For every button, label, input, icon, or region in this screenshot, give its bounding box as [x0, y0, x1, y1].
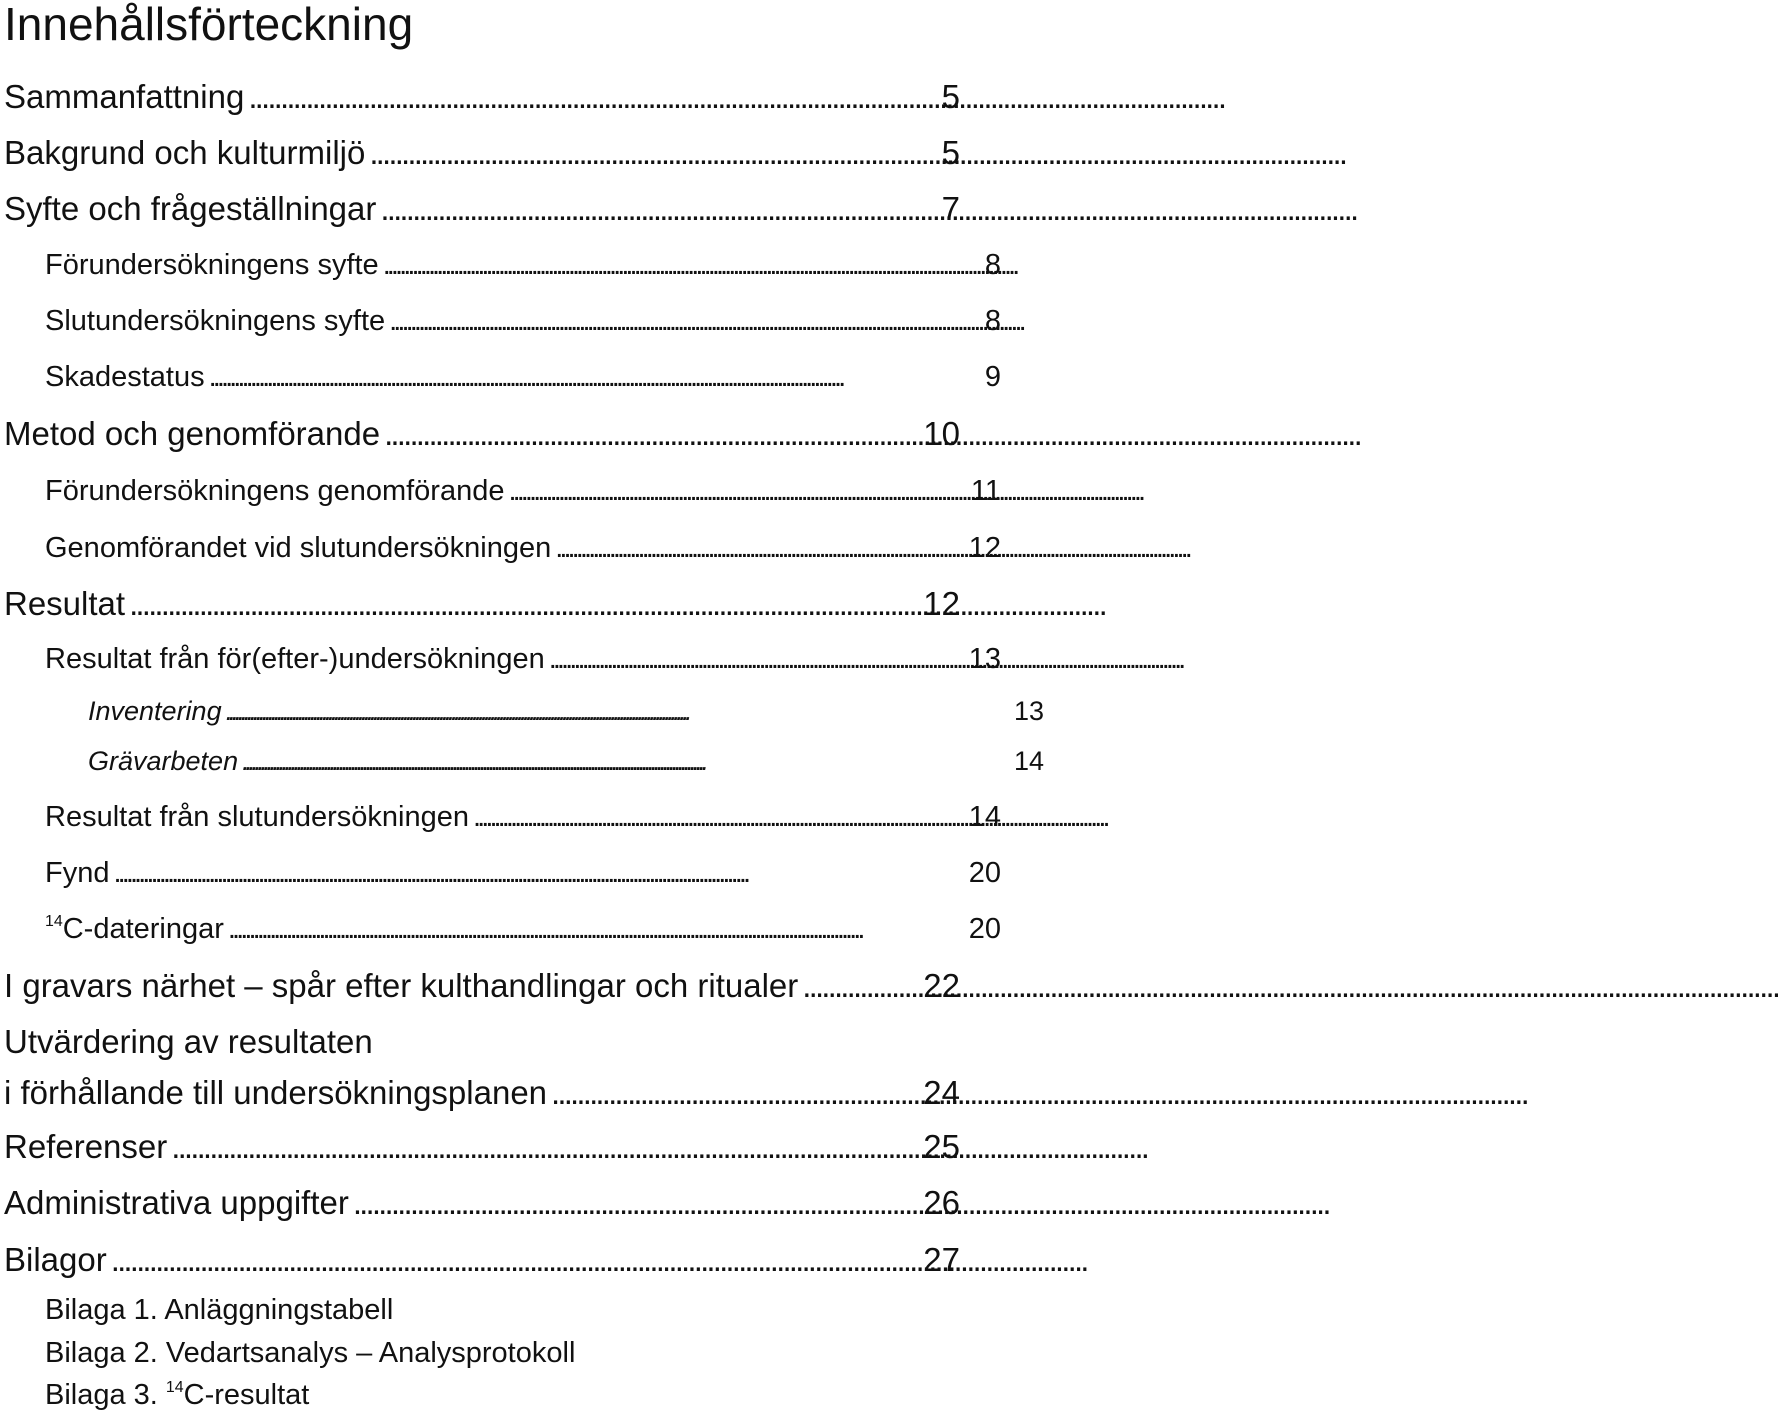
toc-entry-label: Genomförandet vid slutundersökningen [45, 532, 552, 564]
superscript-14: 14 [165, 1379, 184, 1397]
toc-entry-page: 5 [941, 78, 960, 115]
dot-leader [551, 1074, 919, 1112]
toc-entry-genomforandet-slut[interactable] [0, 532, 1005, 565]
toc-entry-syfte[interactable] [0, 190, 964, 228]
toc-entry-label: Förundersökningens syfte [45, 249, 379, 281]
toc-entry-page: 13 [1013, 696, 1044, 726]
dot-leader [111, 1241, 920, 1279]
toc-entry-page: 14 [1013, 746, 1044, 776]
toc-entry-page: 11 [970, 475, 1001, 507]
page-title: Innehållsförteckning [4, 0, 414, 50]
toc-entry-inventering[interactable] [0, 696, 1048, 727]
toc-entry-page: 27 [923, 1241, 960, 1278]
appendix-item-2 [0, 1337, 575, 1370]
toc-entry-resultat-slut[interactable] [0, 801, 1005, 834]
toc-entry-label: Fynd [45, 857, 110, 889]
toc-entry-resultat[interactable] [0, 585, 964, 623]
dot-leader [209, 361, 981, 394]
toc-entry-label: Bakgrund och kulturmiljö [4, 134, 366, 171]
toc-entry-label: Grävarbeten [88, 746, 239, 776]
dot-leader [226, 696, 1010, 727]
toc-entry-label: Syfte och frågeställningar [4, 190, 377, 227]
toc-entry-page: 24 [923, 1074, 960, 1111]
toc-entry-label: Slutundersökningens syfte [45, 305, 386, 337]
toc-entry-label: Resultat från för(efter-)undersökningen [45, 643, 545, 675]
toc-entry-slutundersokningens-syfte[interactable] [0, 305, 1005, 338]
toc-entry-sammanfattning[interactable] [0, 78, 964, 116]
superscript-14: 14 [45, 913, 63, 931]
dot-leader [248, 78, 937, 116]
toc-entry-page: 8 [984, 305, 1001, 337]
toc-entry-i-forhallande[interactable] [0, 1074, 964, 1112]
dot-leader [242, 746, 1010, 777]
dot-leader [384, 415, 919, 453]
toc-entry-utvardering[interactable] [0, 1023, 373, 1061]
toc-entry-forundersokningens-genomforande[interactable] [0, 475, 1005, 508]
toc-entry-label: Metod och genomförande [4, 415, 381, 452]
toc-entry-bakgrund[interactable] [0, 134, 964, 172]
toc-entry-label: $^{14}$C-dateringar [45, 913, 224, 945]
dot-leader [383, 249, 981, 282]
dot-leader [380, 190, 937, 228]
toc-entry-c-dateringar[interactable] [0, 913, 1005, 946]
toc-entry-referenser[interactable] [0, 1128, 964, 1166]
appendix-label: Bilaga 1. Anläggningstabell [45, 1294, 394, 1326]
toc-entry-label: Bilagor [4, 1241, 107, 1278]
toc-entry-label: I gravars närhet – spår efter kulthandlingar och ritualer [4, 967, 799, 1004]
toc-entry-label: Administrativa uppgifter [4, 1184, 349, 1221]
dot-leader [113, 857, 964, 890]
toc-entry-label: Resultat [4, 585, 126, 622]
toc-entry-label: Förundersökningens genomförande [45, 475, 505, 507]
appendix-label: Bilaga 2. Vedartsanalys – Analysprotokoll [45, 1337, 576, 1369]
dot-leader [473, 801, 965, 834]
dot-leader [802, 967, 919, 1005]
toc-entry-page: 12 [968, 532, 1001, 564]
toc-entry-fynd[interactable] [0, 857, 1005, 890]
toc-entry-page: 9 [984, 361, 1001, 393]
toc-entry-label: Inventering [88, 696, 222, 726]
appendix-item-1 [0, 1294, 393, 1327]
dot-leader [171, 1128, 919, 1166]
toc-entry-metod[interactable] [0, 415, 964, 453]
toc-entry-forundersokningens-syfte[interactable] [0, 249, 1005, 282]
toc-entry-page: 26 [923, 1184, 960, 1221]
toc-entry-bilagor[interactable] [0, 1241, 964, 1279]
toc-entry-label: Referenser [4, 1128, 168, 1165]
toc-entry-page: 20 [968, 913, 1001, 945]
toc-entry-label: i förhållande till undersökningsplanen [4, 1074, 548, 1111]
appendix-item-3 [0, 1379, 309, 1412]
toc-entry-label: Utvärdering av resultaten [4, 1023, 373, 1060]
toc-entry-page: 8 [984, 249, 1001, 281]
toc-entry-page: 12 [923, 585, 960, 622]
toc-entry-administrativa[interactable] [0, 1184, 964, 1222]
toc-entry-label: Sammanfattning [4, 78, 245, 115]
dot-leader [129, 585, 919, 623]
dot-leader [389, 305, 981, 338]
toc-entry-label: Skadestatus [45, 361, 205, 393]
dot-leader [228, 913, 965, 946]
appendix-label: C-resultat [183, 1379, 310, 1411]
dot-leader [555, 532, 965, 565]
toc-entry-page: 7 [941, 190, 960, 227]
toc-entry-resultat-forefter[interactable] [0, 643, 1005, 676]
appendix-prefix: Bilaga 3. [45, 1379, 166, 1411]
toc-entry-label: Resultat från slutundersökningen [45, 801, 469, 833]
toc-entry-page: 14 [968, 801, 1001, 833]
toc-entry-gravarbeten[interactable] [0, 746, 1048, 777]
toc-entry-page: 10 [923, 415, 960, 452]
toc-entry-page: 13 [968, 643, 1001, 675]
toc-entry-page: 22 [923, 967, 960, 1004]
toc-entry-page: 25 [923, 1128, 960, 1165]
toc-entry-page: 20 [968, 857, 1001, 889]
dot-leader [353, 1184, 919, 1222]
toc-entry-skadestatus[interactable] [0, 361, 1005, 394]
dot-leader [369, 134, 937, 172]
dot-leader [508, 475, 966, 508]
toc-entry-page: 5 [941, 134, 960, 171]
toc-entry-i-gravars-narhet[interactable] [0, 967, 964, 1005]
dot-leader [549, 643, 965, 676]
